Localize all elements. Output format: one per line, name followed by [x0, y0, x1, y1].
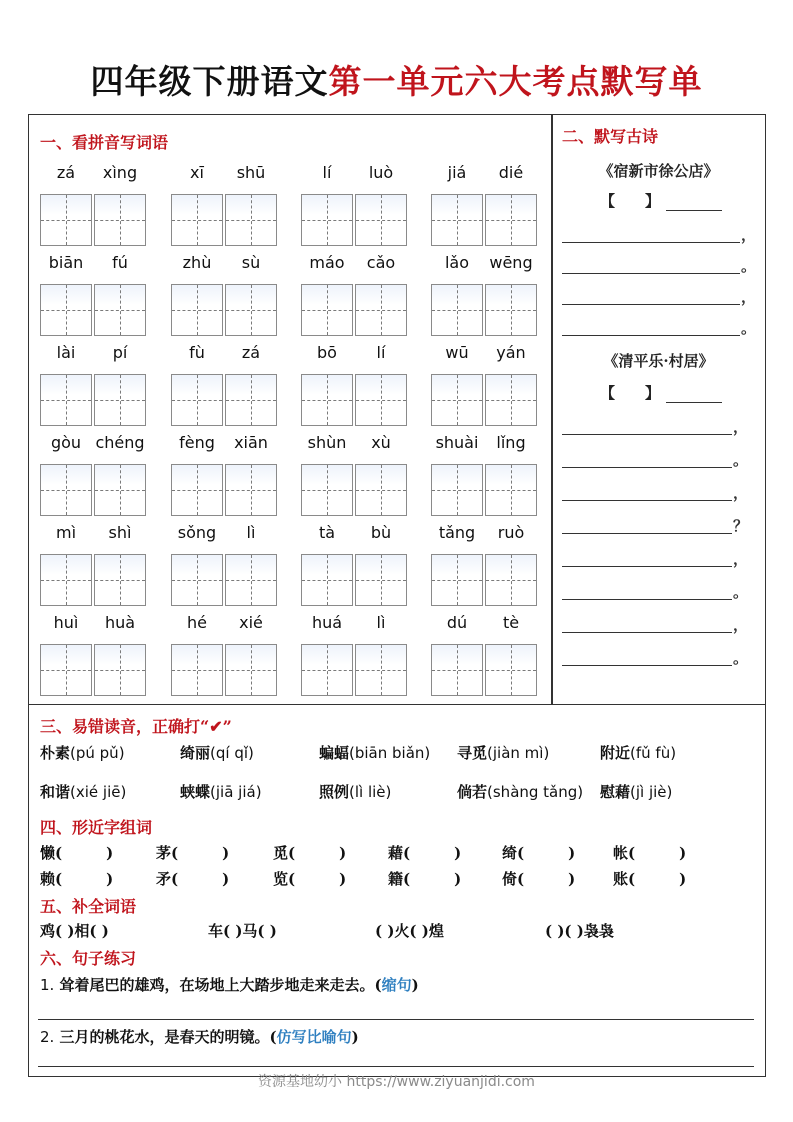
pinyin-label: hé	[187, 613, 207, 632]
tianzige-writing-box[interactable]	[40, 374, 92, 426]
pinyin-label: gòu	[50, 433, 82, 452]
pinyin-label: huì	[53, 613, 79, 632]
paren-open: (	[55, 870, 63, 888]
sentence-hint: 缩句	[381, 976, 412, 994]
word-group	[40, 613, 148, 703]
similar-char-item[interactable]	[502, 842, 575, 863]
tianzige-writing-box[interactable]	[485, 194, 537, 246]
similar-char-item[interactable]	[388, 842, 461, 863]
reading-item[interactable]	[457, 781, 583, 802]
bracket-open: 【	[600, 192, 616, 210]
tianzige-writing-box[interactable]	[431, 284, 483, 336]
reading-pinyin-options[interactable]: (shàng tǎng)	[487, 783, 584, 801]
pinyin-label: fèng	[179, 433, 215, 452]
reading-item[interactable]	[40, 742, 125, 763]
paren-close: )	[568, 844, 576, 862]
pinyin-label: xié	[239, 613, 263, 632]
word-group	[431, 613, 539, 703]
poem-answer-line[interactable]	[562, 483, 762, 503]
poet-blank[interactable]	[666, 197, 722, 211]
char: 觅	[273, 844, 289, 862]
poem-answer-line[interactable]	[562, 615, 762, 635]
poem-answer-line[interactable]	[562, 516, 762, 536]
reading-pinyin-options[interactable]: (lì liè)	[349, 783, 392, 801]
underline-blank[interactable]	[562, 599, 732, 600]
pinyin-label: xù	[371, 433, 391, 452]
pinyin-label: jiá	[447, 163, 467, 182]
paren-close: )	[679, 870, 687, 888]
paren-close: )	[454, 844, 462, 862]
poem-answer-line[interactable]	[562, 287, 762, 307]
pinyin-label: lǎo	[444, 253, 470, 272]
similar-char-item[interactable]	[156, 868, 229, 889]
tianzige-writing-box[interactable]	[171, 644, 223, 696]
tianzige-writing-box[interactable]	[94, 194, 146, 246]
word-group	[431, 343, 539, 433]
pinyin-label: tà	[318, 523, 336, 542]
reading-pinyin-options[interactable]: (qí qǐ)	[210, 744, 254, 762]
word-group	[40, 523, 148, 613]
tianzige-writing-box[interactable]	[301, 464, 353, 516]
underline-blank[interactable]	[562, 242, 740, 243]
char: 茅	[156, 844, 172, 862]
reading-item[interactable]	[600, 742, 676, 763]
similar-char-item[interactable]	[502, 868, 575, 889]
line-punctuation: ，	[733, 484, 749, 502]
tianzige-writing-box[interactable]	[431, 644, 483, 696]
pinyin-label: bō	[317, 343, 337, 362]
tianzige-writing-box[interactable]	[485, 554, 537, 606]
tianzige-writing-box[interactable]	[225, 374, 277, 426]
tianzige-writing-box[interactable]	[225, 284, 277, 336]
poem-answer-line[interactable]	[562, 225, 762, 245]
underline-blank[interactable]	[562, 533, 732, 534]
similar-char-item[interactable]	[388, 868, 461, 889]
paren-open: (	[517, 844, 525, 862]
char: 览	[273, 870, 289, 888]
paren-close: )	[222, 870, 230, 888]
title-unit: 第一单元六大考点默写单	[328, 62, 703, 101]
paren-open: (	[55, 844, 63, 862]
underline-blank[interactable]	[562, 566, 732, 567]
poem-answer-line[interactable]	[562, 648, 762, 668]
pinyin-label: fù	[189, 343, 205, 362]
pinyin-label: ruò	[497, 523, 525, 542]
tianzige-writing-box[interactable]	[355, 284, 407, 336]
paren-close: )	[454, 870, 462, 888]
pinyin-label: sǒng	[177, 523, 217, 542]
word-group	[301, 523, 409, 613]
poem-answer-line[interactable]	[562, 417, 762, 437]
sentence-2	[40, 1026, 359, 1047]
pinyin-row	[40, 433, 545, 523]
line-punctuation: 。	[733, 649, 749, 667]
tianzige-writing-box[interactable]	[225, 464, 277, 516]
tianzige-writing-box[interactable]	[431, 194, 483, 246]
watermark-footer: 资源基地幼小 https://www.ziyuanjidi.com	[258, 1074, 535, 1090]
tianzige-writing-box[interactable]	[355, 554, 407, 606]
paren-open: (	[171, 844, 179, 862]
tianzige-writing-box[interactable]	[40, 644, 92, 696]
reading-word: 和谐	[40, 783, 71, 801]
tianzige-writing-box[interactable]	[40, 194, 92, 246]
reading-word: 附近	[600, 744, 631, 762]
sentence-hint: 仿写比喻句	[276, 1028, 352, 1046]
tianzige-writing-box[interactable]	[40, 284, 92, 336]
reading-word: 绮丽	[180, 744, 211, 762]
pinyin-label: lài	[56, 343, 76, 362]
column-divider	[551, 114, 553, 705]
word-group	[171, 523, 279, 613]
similar-char-item[interactable]	[40, 868, 113, 889]
char: 倚	[502, 870, 518, 888]
underline-blank[interactable]	[562, 665, 732, 666]
tianzige-writing-box[interactable]	[171, 284, 223, 336]
paren-open: (	[288, 844, 296, 862]
reading-pinyin-options[interactable]: (xié jiē)	[70, 783, 127, 801]
idiom-fill-item[interactable]: ( )火( )煌	[375, 922, 444, 940]
paren-close: )	[106, 844, 114, 862]
char: 矛	[156, 870, 172, 888]
reading-word: 照例	[319, 783, 350, 801]
underline-blank[interactable]	[562, 335, 740, 336]
line-punctuation: ，	[741, 226, 757, 244]
reading-item[interactable]	[319, 742, 430, 763]
tianzige-writing-box[interactable]	[40, 554, 92, 606]
word-group	[40, 433, 148, 523]
reading-word: 朴素	[40, 744, 71, 762]
underline-blank[interactable]	[562, 500, 732, 501]
tianzige-writing-box[interactable]	[301, 554, 353, 606]
word-group	[171, 433, 279, 523]
word-group	[40, 253, 148, 343]
word-group	[171, 163, 279, 253]
tianzige-writing-box[interactable]	[431, 374, 483, 426]
pinyin-row	[40, 613, 545, 703]
tianzige-writing-box[interactable]	[431, 554, 483, 606]
word-group	[40, 163, 148, 253]
pinyin-label: zá	[56, 163, 76, 182]
reading-pinyin-options[interactable]: (jì jiè)	[630, 783, 673, 801]
pinyin-row	[40, 343, 545, 433]
poet-blank[interactable]	[666, 389, 722, 403]
pinyin-label: wū	[445, 343, 469, 362]
paren-open: (	[517, 870, 525, 888]
reading-item[interactable]	[180, 781, 262, 802]
reading-item[interactable]	[319, 781, 391, 802]
word-group	[301, 163, 409, 253]
word-group	[431, 523, 539, 613]
section2-heading: 二、默写古诗	[562, 127, 659, 146]
pinyin-label: huà	[104, 613, 136, 632]
reading-item[interactable]	[180, 742, 254, 763]
reading-pinyin-options[interactable]: (fǔ fù)	[630, 744, 677, 762]
pinyin-label: sù	[241, 253, 261, 272]
pinyin-label: yán	[496, 343, 526, 362]
word-group	[171, 343, 279, 433]
paren-open: (	[403, 844, 411, 862]
tianzige-writing-box[interactable]	[40, 464, 92, 516]
paren-open: (	[288, 870, 296, 888]
word-group	[431, 433, 539, 523]
pinyin-row	[40, 163, 545, 253]
paren-open: (	[628, 870, 636, 888]
pinyin-label: mì	[55, 523, 77, 542]
poem-answer-line[interactable]	[562, 318, 762, 338]
tianzige-writing-box[interactable]	[94, 554, 146, 606]
word-group	[301, 343, 409, 433]
tianzige-writing-box[interactable]	[94, 464, 146, 516]
paren-close: )	[411, 976, 419, 994]
pinyin-label: tè	[502, 613, 520, 632]
section3-heading: 三、易错读音，正确打“✔”	[40, 717, 232, 736]
idiom-fill-item[interactable]: ( )( )袅袅	[545, 922, 614, 940]
page-title	[0, 56, 793, 103]
reading-word: 倘若	[457, 783, 488, 801]
pinyin-label: lí	[322, 163, 332, 182]
word-group	[171, 613, 279, 703]
answer-line-1[interactable]	[38, 1019, 754, 1020]
reading-word: 寻觅	[457, 744, 488, 762]
tianzige-writing-box[interactable]	[94, 644, 146, 696]
title-grade: 四年级下册语文	[90, 62, 329, 101]
poem2-author-field[interactable]	[600, 382, 722, 403]
reading-word: 蛱蝶	[180, 783, 211, 801]
char: 赖	[40, 870, 56, 888]
pinyin-label: xìng	[102, 163, 138, 182]
word-group	[40, 343, 148, 433]
sentence-text: 三月的桃花水，是春天的明镜。(	[59, 1028, 277, 1046]
pinyin-row	[40, 253, 545, 343]
char: 账	[613, 870, 629, 888]
sentence-1	[40, 974, 419, 995]
poem-answer-line[interactable]	[562, 256, 762, 276]
pinyin-label: zhù	[182, 253, 212, 272]
word-group	[431, 163, 539, 253]
tianzige-writing-box[interactable]	[301, 194, 353, 246]
section4-heading: 四、形近字组词	[40, 818, 153, 837]
line-punctuation: ，	[733, 616, 749, 634]
line-punctuation: ，	[733, 418, 749, 436]
idiom-fill-item[interactable]: 车( )马( )	[208, 922, 277, 940]
tianzige-writing-box[interactable]	[485, 464, 537, 516]
underline-blank[interactable]	[562, 467, 732, 468]
pinyin-label: lǐng	[496, 433, 526, 452]
pinyin-label: lì	[376, 613, 386, 632]
pinyin-label: xiān	[234, 433, 268, 452]
tianzige-writing-box[interactable]	[301, 284, 353, 336]
bracket-close: 】	[645, 192, 661, 210]
char: 绮	[502, 844, 518, 862]
paren-close: )	[222, 844, 230, 862]
similar-char-item[interactable]	[40, 842, 113, 863]
bracket-close: 】	[645, 384, 661, 402]
pinyin-label: biān	[48, 253, 84, 272]
underline-blank[interactable]	[562, 434, 732, 435]
tianzige-writing-box[interactable]	[225, 194, 277, 246]
pinyin-label: fú	[112, 253, 128, 272]
pinyin-label: lì	[246, 523, 256, 542]
tianzige-writing-box[interactable]	[171, 374, 223, 426]
tianzige-writing-box[interactable]	[355, 374, 407, 426]
similar-char-item[interactable]	[613, 842, 686, 863]
tianzige-writing-box[interactable]	[431, 464, 483, 516]
char: 藉	[388, 844, 404, 862]
pinyin-label: zá	[241, 343, 261, 362]
char: 懒	[40, 844, 56, 862]
char: 帐	[613, 844, 629, 862]
reading-word: 慰藉	[600, 783, 631, 801]
pinyin-label: huá	[311, 613, 343, 632]
poem1-author-field[interactable]	[600, 190, 722, 211]
line-punctuation: 。	[741, 319, 757, 337]
poem1-title: 《宿新市徐公店》	[598, 162, 719, 180]
answer-line-2[interactable]	[38, 1066, 754, 1067]
paren-open: (	[171, 870, 179, 888]
paren-close: )	[679, 844, 687, 862]
reading-word: 蝙蝠	[319, 744, 350, 762]
pinyin-label: cǎo	[366, 253, 396, 272]
underline-blank[interactable]	[562, 632, 732, 633]
pinyin-label: chéng	[95, 433, 145, 452]
reading-item[interactable]	[600, 781, 672, 802]
line-punctuation: ？	[733, 517, 749, 535]
section5-heading: 五、补全词语	[40, 897, 137, 916]
reading-item[interactable]	[457, 742, 549, 763]
word-group	[301, 613, 409, 703]
pinyin-label: dú	[446, 613, 468, 632]
pinyin-label: shuài	[435, 433, 479, 452]
section6-heading: 六、句子练习	[40, 949, 137, 968]
reading-item[interactable]	[40, 781, 126, 802]
similar-char-item[interactable]	[613, 868, 686, 889]
line-punctuation: ，	[741, 288, 757, 306]
poem-answer-line[interactable]	[562, 549, 762, 569]
tianzige-writing-box[interactable]	[94, 284, 146, 336]
reading-pinyin-options[interactable]: (jiàn mì)	[487, 744, 550, 762]
sentence-text: 耸着尾巴的雄鸡，在场地上大踏步地走来走去。(	[59, 976, 382, 994]
tianzige-writing-box[interactable]	[301, 374, 353, 426]
bracket-open: 【	[600, 384, 616, 402]
pinyin-label: pí	[112, 343, 128, 362]
reading-pinyin-options[interactable]: (biān biǎn)	[349, 744, 431, 762]
sentence-number: 2.	[40, 1028, 55, 1046]
pinyin-label: luò	[368, 163, 394, 182]
tianzige-writing-box[interactable]	[355, 194, 407, 246]
pinyin-label: xī	[190, 163, 204, 182]
pinyin-label: bù	[370, 523, 392, 542]
paren-close: )	[568, 870, 576, 888]
pinyin-label: máo	[309, 253, 345, 272]
word-group	[301, 253, 409, 343]
tianzige-writing-box[interactable]	[485, 284, 537, 336]
line-punctuation: 。	[733, 583, 749, 601]
pinyin-label: lí	[376, 343, 386, 362]
paren-close: )	[339, 870, 347, 888]
similar-char-item[interactable]	[156, 842, 229, 863]
similar-char-item[interactable]	[273, 842, 346, 863]
paren-open: (	[403, 870, 411, 888]
word-group	[171, 253, 279, 343]
word-group	[431, 253, 539, 343]
pinyin-row	[40, 523, 545, 613]
line-punctuation: 。	[733, 451, 749, 469]
section1-heading: 一、看拼音写词语	[40, 133, 169, 152]
tianzige-writing-box[interactable]	[225, 644, 277, 696]
tianzige-writing-box[interactable]	[171, 554, 223, 606]
tianzige-writing-box[interactable]	[301, 644, 353, 696]
underline-blank[interactable]	[562, 304, 740, 305]
tianzige-writing-box[interactable]	[355, 644, 407, 696]
pinyin-label: dié	[498, 163, 524, 182]
underline-blank[interactable]	[562, 273, 740, 274]
reading-pinyin-options[interactable]: (jiā jiá)	[210, 783, 262, 801]
pinyin-label: shū	[236, 163, 266, 182]
pinyin-label: shùn	[307, 433, 347, 452]
tianzige-writing-box[interactable]	[94, 374, 146, 426]
tianzige-writing-box[interactable]	[355, 464, 407, 516]
pinyin-label: wēng	[489, 253, 533, 272]
char: 籍	[388, 870, 404, 888]
paren-open: (	[628, 844, 636, 862]
tianzige-writing-box[interactable]	[225, 554, 277, 606]
pinyin-label: tǎng	[438, 523, 476, 542]
paren-close: )	[351, 1028, 359, 1046]
line-punctuation: ，	[733, 550, 749, 568]
reading-pinyin-options[interactable]: (pú pǔ)	[70, 744, 125, 762]
similar-char-item[interactable]	[273, 868, 346, 889]
sentence-number: 1.	[40, 976, 55, 994]
word-group	[301, 433, 409, 523]
line-punctuation: 。	[741, 257, 757, 275]
poem-answer-line[interactable]	[562, 450, 762, 470]
tianzige-writing-box[interactable]	[485, 644, 537, 696]
tianzige-writing-box[interactable]	[171, 194, 223, 246]
tianzige-writing-box[interactable]	[485, 374, 537, 426]
pinyin-label: shì	[108, 523, 132, 542]
poem2-title: 《清平乐·村居》	[603, 352, 714, 370]
paren-close: )	[106, 870, 114, 888]
idiom-fill-item[interactable]: 鸡( )相( )	[40, 922, 109, 940]
poem-answer-line[interactable]	[562, 582, 762, 602]
paren-close: )	[339, 844, 347, 862]
tianzige-writing-box[interactable]	[171, 464, 223, 516]
